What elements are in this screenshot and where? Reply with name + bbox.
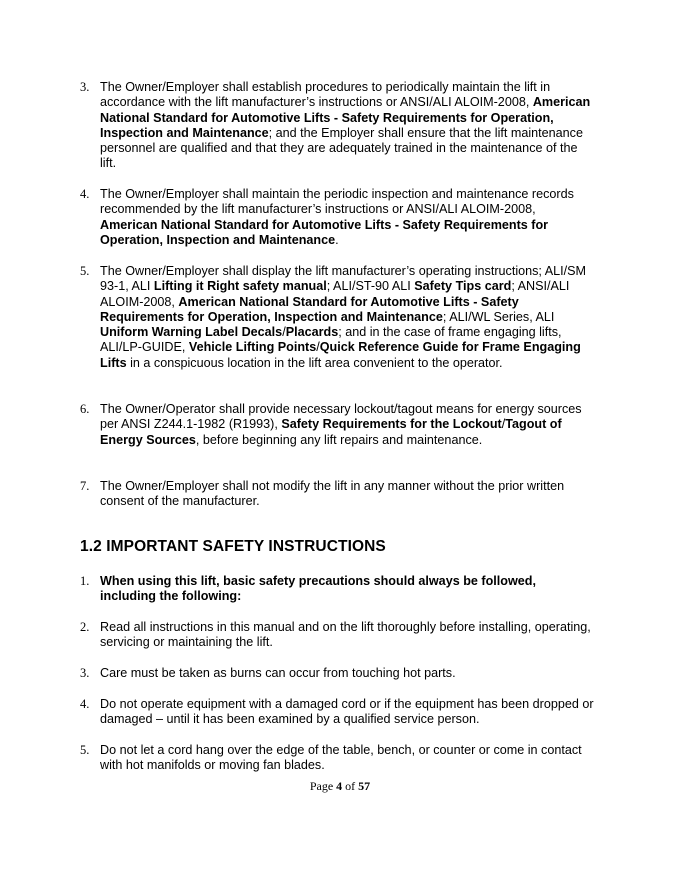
bold-text: Safety Tips card bbox=[414, 279, 512, 294]
total-pages: 57 bbox=[358, 779, 371, 793]
text-run: ; and the Employer shall ensure that the lift maintenance personnel are qualified and that they are adequately trained in the maintenance of the lift. bbox=[100, 125, 583, 171]
text-run: The Owner/Employer shall not modify the lift in any manner without the prior written consent of the manufacturer. bbox=[100, 479, 565, 509]
section-heading: 1.2 IMPORTANT SAFETY INSTRUCTIONS bbox=[80, 538, 386, 555]
bold-text: Vehicle Lifting Points bbox=[188, 340, 317, 355]
bold-text: American National Standard for Automotive Lifts - Safety Requirements for Operation, Inspection and Maintenance bbox=[100, 294, 519, 324]
list-item bbox=[80, 479, 595, 510]
text-run: , before beginning any lift repairs and maintenance. bbox=[195, 432, 483, 447]
list-item-text bbox=[100, 620, 595, 651]
bold-text: Tagout of Energy Sources bbox=[100, 417, 562, 447]
page-label: Page bbox=[309, 779, 334, 793]
list-item-number: 1. bbox=[80, 574, 90, 588]
list-item-number: 2. bbox=[80, 620, 90, 634]
list-item-text bbox=[100, 743, 595, 774]
list-item-text bbox=[100, 402, 595, 448]
list-item bbox=[80, 264, 595, 371]
text-run: / bbox=[316, 340, 320, 355]
list-item-number: 5. bbox=[80, 743, 90, 757]
list-item-number: 3. bbox=[80, 80, 90, 94]
text-run: The Owner/Employer shall display the lift manufacturer’s operating instructions; ALI/SM 93-1, ALI bbox=[100, 264, 587, 294]
list-item bbox=[80, 80, 595, 172]
list-item bbox=[80, 666, 595, 681]
list-item-text bbox=[100, 264, 595, 371]
list-item bbox=[80, 187, 595, 248]
bold-text: American National Standard for Automotive Lifts - Safety Requirements for Operation, Inspection and Maintenance bbox=[100, 95, 591, 140]
list-item bbox=[80, 574, 595, 605]
list-item-text bbox=[100, 187, 595, 248]
list-item-text bbox=[100, 479, 595, 510]
text-run: in a conspicuous location in the lift area convenient to the operator. bbox=[126, 355, 503, 370]
text-run: / bbox=[282, 325, 286, 340]
text-run: ; ANSI/ALI ALOIM-2008, bbox=[100, 279, 570, 309]
list-item-text bbox=[100, 697, 595, 728]
text-run: ; and in the case of frame engaging lifts, ALI/LP-GUIDE, bbox=[100, 325, 562, 355]
list-item-number: 4. bbox=[80, 697, 90, 711]
list-item-text bbox=[100, 80, 595, 172]
text-run: Care must be taken as burns can occur from touching hot parts. bbox=[100, 666, 456, 680]
text-run: Do not let a cord hang over the edge of the table, bench, or counter or come in contact with hot manifolds or moving fan blades. bbox=[100, 743, 582, 773]
text-run: Do not operate equipment with a damaged cord or if the equipment has been dropped or damaged – until it has been examined by a qualified service person. bbox=[100, 697, 594, 727]
text-run: ; ALI/ST-90 ALI bbox=[326, 279, 415, 294]
page-number: 4 bbox=[336, 779, 343, 793]
text-run: Read all instructions in this manual and on the lift thoroughly before installing, operating, servicing or maintaining the lift. bbox=[100, 620, 591, 650]
list-item-number: 5. bbox=[80, 264, 90, 278]
text-run: / bbox=[501, 417, 506, 432]
bold-text: American National Standard for Automotive Lifts - Safety Requirements for Operation, Inspection and Maintenance bbox=[100, 217, 549, 247]
text-run: The Owner/Operator shall provide necessary lockout/tagout means for energy sources per ANSI Z244.1-1982 (R1993), bbox=[100, 402, 582, 432]
bold-text: When using this lift, basic safety precautions should always be followed, including the following: bbox=[100, 574, 536, 604]
text-run: The Owner/Employer shall establish procedures to periodically maintain the lift in accordance with the lift manufacturer’s instructions or ANSI/ALI ALOIM-2008, bbox=[100, 80, 551, 110]
page-footer bbox=[0, 779, 680, 794]
bold-text: Lifting it Right safety manual bbox=[153, 279, 327, 294]
bold-text: Quick Reference Guide for Frame Engaging Lifts bbox=[100, 340, 581, 370]
list-item bbox=[80, 620, 595, 651]
bold-text: Safety Requirements for the Lockout bbox=[281, 417, 502, 432]
bold-text: Uniform Warning Label Decals bbox=[100, 325, 283, 340]
list-item-number: 7. bbox=[80, 479, 90, 493]
list-item bbox=[80, 402, 595, 448]
text-run: . bbox=[335, 232, 339, 247]
list-item-number: 4. bbox=[80, 187, 90, 201]
text-run: ; ALI/WL Series, ALI bbox=[442, 309, 555, 324]
list-item-text bbox=[100, 666, 595, 681]
list-item-number: 6. bbox=[80, 402, 90, 416]
list-item bbox=[80, 697, 595, 728]
bold-text: Placards bbox=[285, 325, 339, 340]
of-label: of bbox=[345, 779, 356, 793]
text-run: The Owner/Employer shall maintain the periodic inspection and maintenance records recommended by the lift manufacturer’s instructions or ANSI/ALI ALOIM-2008, bbox=[100, 187, 574, 217]
list-item-text bbox=[100, 574, 595, 605]
list-item bbox=[80, 743, 595, 774]
list-item-number: 3. bbox=[80, 666, 90, 680]
